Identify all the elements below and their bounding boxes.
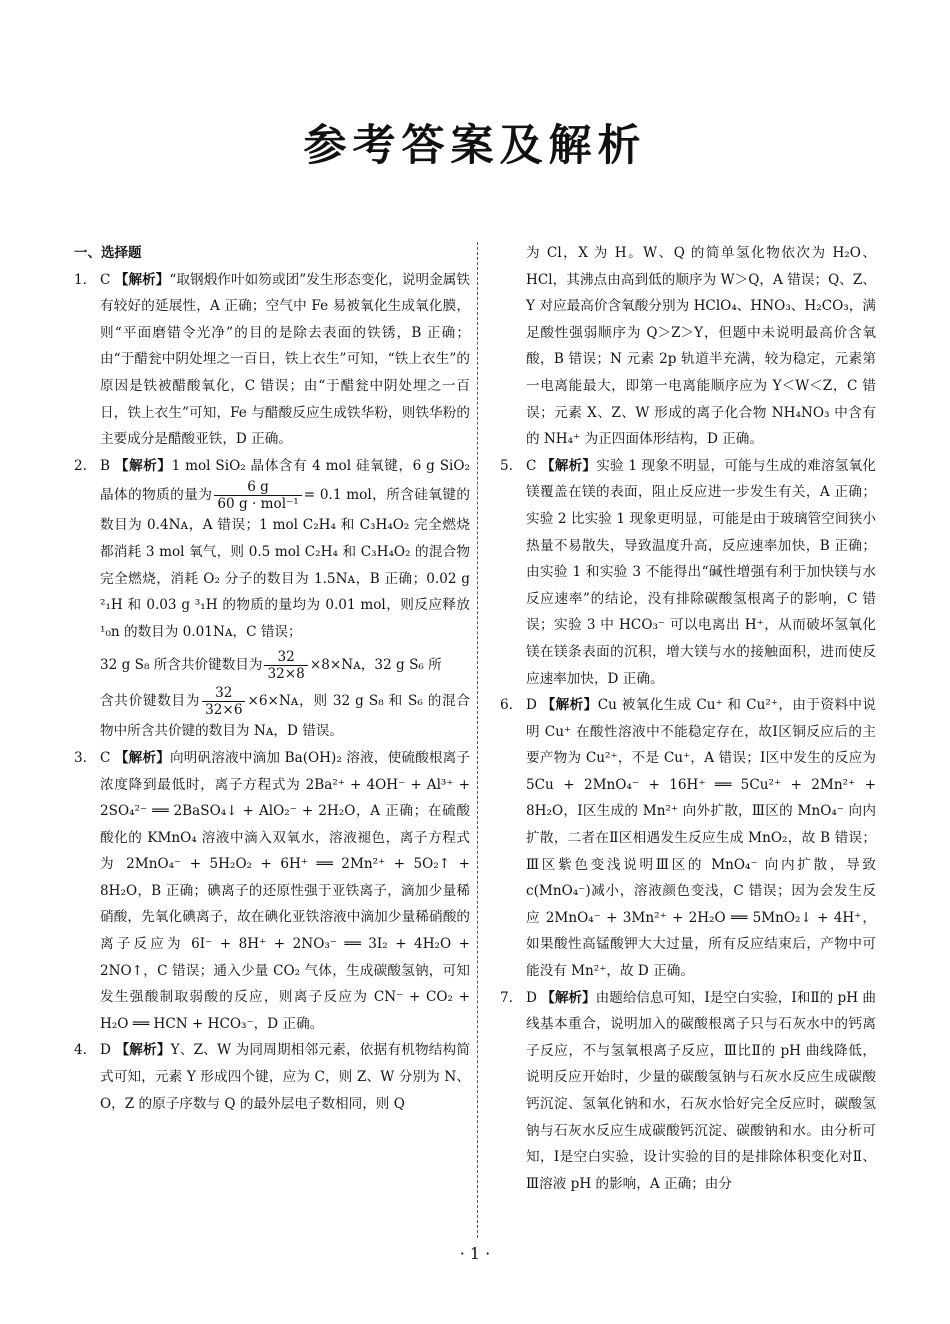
page-title: 参考答案及解析 bbox=[303, 121, 647, 171]
analysis-text: Cu 被氧化生成 Cu⁺ 和 Cu²⁺，由于资料中说明 Cu⁺ 在酸性溶液中不能稳定存在，故Ⅰ区铜反应后的主要产物为 Cu²⁺，不是 Cu⁺，A 错误；Ⅰ区中发生的反应为 5Cu + 2MnO₄⁻ + 16H⁺ ══ 5Cu²⁺ + 2Mn²⁺ + 8H₂O，Ⅰ区生成的 Mn²⁺ 向外扩散，Ⅲ区的 MnO₄⁻ 向内扩散，二者在Ⅱ区相遇发生反应生成 MnO₂，故 B 错误；Ⅲ区紫色变浅说明Ⅲ区的 MnO₄⁻ 向内扩散，导致 c(MnO₄⁻)减小，溶液颜色变浅，C 错误；因为会发生反应 2MnO₄⁻ + 3Mn²⁺ + 2H₂O ══ 5MnO₂↓ + 4H⁺，如果酸性高锰酸钾大大过量，所有反应结束后，产物中可能没有 Mn²⁺，故 D 正确。 bbox=[526, 697, 876, 980]
item-number: 2. bbox=[74, 457, 87, 474]
analysis-text: “取钢煅作叶如笏或团”发生形态变化，说明金属铁有较好的延展性，A 正确；空气中 Fe 易被氧化生成氧化膜，则“平面磨错令光净”的目的是除去表面的铁锈，B 正确；由“于醋瓮中阴处埋之一百日，铁上衣生”可知，“铁上衣生”的原因是铁被醋酸氧化，C 错误；由“于醋瓮中阴处埋之一百日，铁上衣生”可知，Fe 与醋酸反应生成铁华粉，则铁华粉的主要成分是醋酸亚铁，D 正确。 bbox=[100, 271, 471, 448]
page-number: · 1 · bbox=[459, 1244, 491, 1263]
analysis-text: 向明矾溶液中滴加 Ba(OH)₂ 溶液，使硫酸根离子浓度降到最低时，离子方程式为 2Ba²⁺ + 4OH⁻ + Al³⁺ + 2SO₄²⁻ ══ 2BaSO₄↓ + AlO₂⁻ + 2H₂O，A 正确；在硫酸酸化的 KMnO₄ 溶液中滴入双氧水，溶液褪色，离子方程式为 2MnO₄⁻ + 5H₂O₂ + 6H⁺ ══ 2Mn²⁺ + 5O₂↑ + 8H₂O，B 正确；碘离子的还原性强于亚铁离子，滴加少量稀硝酸，先氧化碘离子，故在碘化亚铁溶液中滴加少量稀硝酸的离子反应为 6I⁻ + 8H⁺ + 2NO₃⁻ ══ 3I₂ + 4H₂O + 2NO↑，C 错误；通入少量 CO₂ 气体，生成碳酸氢钠，可知发生强酸制取弱酸的反应，则离子反应为 CN⁻ + CO₂ + H₂O ══ HCN + HCO₃⁻，D 正确。 bbox=[100, 749, 470, 1032]
fraction-numerator: 6 g bbox=[214, 479, 301, 496]
analysis-text: 含共价键数目为 bbox=[100, 693, 201, 710]
analysis-tag: 【解析】 bbox=[114, 749, 170, 766]
answer-item-6 bbox=[500, 692, 876, 985]
fraction-denominator: 60 g · mol⁻¹ bbox=[217, 496, 299, 513]
answer-letter: C bbox=[100, 271, 111, 288]
column-divider bbox=[477, 242, 478, 1238]
item-number: 7. bbox=[500, 989, 513, 1006]
answer-item-4-continued bbox=[500, 240, 876, 453]
analysis-text: 为 Cl，X 为 H。W、Q 的简单氢化物依次为 H₂O、HCl，其沸点由高到低的顺序为 W＞Q，A 错误；Q、Z、Y 对应最高价含氧酸分别为 HClO₄、HNO₃、H₂CO₃，满足酸性强弱顺序为 Q＞Z＞Y，但题中未说明最高价含氧酸，B 错误；N 元素 2p 轨道半充满，较为稳定，元素第一电离能最大，即第一电离能顺序应为 Y＜W＜Z，C 错误；元素 X、Z、W 形成的离子化合物 NH₄NO₃ 中含有的 NH₄⁺ 为正四面体形结构，D 正确。 bbox=[526, 245, 876, 448]
answer-item-4 bbox=[74, 1037, 470, 1117]
section-heading: 一、选择题 bbox=[74, 245, 142, 261]
answer-item-2-line bbox=[74, 645, 470, 685]
analysis-text: ×6×Nᴀ，则 32 g S₈ 和 S₆ 的混合物中所含共价键的数目为 Nᴀ，D 错误。 bbox=[100, 693, 471, 740]
fraction-denominator: 32×8 bbox=[267, 666, 305, 683]
analysis-tag: 【解析】 bbox=[541, 697, 598, 714]
fraction-s8 bbox=[264, 649, 307, 682]
left-column bbox=[74, 240, 470, 1117]
analysis-text: 32 g S₈ 所含共价键数目为 bbox=[100, 657, 263, 674]
fraction-numerator: 32 bbox=[264, 649, 307, 666]
item-number: 4. bbox=[74, 1042, 87, 1059]
item-number: 3. bbox=[74, 749, 87, 766]
item-number: 6. bbox=[500, 697, 513, 714]
analysis-tag: 【解析】 bbox=[541, 989, 596, 1006]
analysis-tag: 【解析】 bbox=[540, 457, 597, 474]
answer-item-1 bbox=[74, 267, 470, 453]
answer-letter: D bbox=[100, 1042, 111, 1059]
right-column bbox=[500, 240, 876, 1197]
answer-item-2-line bbox=[74, 685, 470, 745]
fraction-denominator: 32×6 bbox=[205, 702, 243, 719]
analysis-text: ×8×Nᴀ，32 g S₆ 所 bbox=[309, 657, 442, 674]
analysis-text: 1 mol SiO₂ 晶体含有 4 mol 硅氧键，6 g SiO₂ 晶体的物质的量为 bbox=[100, 457, 470, 504]
item-number: 5. bbox=[500, 457, 513, 474]
fraction-numerator: 32 bbox=[202, 685, 245, 702]
analysis-text: = 0.1 mol，所含硅氧键的数目为 0.4Nᴀ，A 错误；1 mol C₂H₄ 和 C₃H₄O₂ 完全燃烧都消耗 3 mol 氧气，则 0.5 mol C₂H₄ 和 C₃H₄O₂ 的混合物完全燃烧，消耗 O₂ 分子的数目为 1.5Nᴀ，B 正确；0.02 g ²₁H 和 0.03 g ³₁H 的物质的量均为 0.01 mol，则反应释放¹₀n 的数目为 0.01Nᴀ，C 错误； bbox=[100, 487, 471, 640]
analysis-tag: 【解析】 bbox=[115, 1042, 171, 1059]
answer-letter: D bbox=[526, 697, 537, 714]
answer-item-7 bbox=[500, 985, 876, 1198]
item-number: 1. bbox=[74, 271, 87, 288]
answer-letter: C bbox=[526, 457, 537, 474]
fraction-moles bbox=[214, 479, 301, 512]
answer-item-5 bbox=[500, 453, 876, 692]
answer-item-3 bbox=[74, 745, 470, 1038]
answer-letter: C bbox=[100, 749, 111, 766]
analysis-text: 实验 1 现象不明显，可能与生成的难溶氢氧化镁覆盖在镁的表面，阻止反应进一步发生有关，A 正确；实验 2 比实验 1 现象更明显，可能是由于玻璃管空间狭小热量不易散失，导致温度升高，反应速率加快，B 正确；由实验 1 和实验 3 不能得出“碱性增强有利于加快镁与水反应速率”的结论，没有排除碳酸氢根离子的影响，C 错误；实验 3 中 HCO₃⁻ 可以电离出 H⁺，从而破坏氢氧化镁在镁条表面的沉积，增大镁与水的接触面积，进而使反应速率加快，D 正确。 bbox=[526, 457, 877, 687]
answer-letter: B bbox=[100, 457, 110, 474]
analysis-tag: 【解析】 bbox=[114, 457, 172, 474]
answer-letter: D bbox=[526, 989, 537, 1006]
answer-item-2 bbox=[74, 453, 470, 646]
analysis-text: Y、Z、W 为同周期相邻元素，依据有机物结构简式可知，元素 Y 形成四个键，应为 C，则 Z、W 分别为 N、O，Z 的原子序数与 Q 的最外层电子数相同，则 Q bbox=[100, 1042, 471, 1112]
analysis-text: 由题给信息可知，Ⅰ是空白实验，Ⅰ和Ⅱ的 pH 曲线基本重合，说明加入的碳酸根离子只与石灰水中的钙离子反应，不与氢氧根离子反应，Ⅲ比Ⅱ的 pH 曲线降低，说明反应开始时，少量的碳酸氢钠与石灰水反应生成碳酸钙沉淀、氢氧化钠和水，石灰水恰好完全反应时，碳酸氢钠与石灰水反应生成碳酸钙沉淀、碳酸钠和水。由分析可知，Ⅰ是空白实验，设计实验的目的是排除体积变化对Ⅱ、Ⅲ溶液 pH 的影响，A 正确；由分 bbox=[526, 989, 876, 1192]
fraction-s6 bbox=[202, 685, 245, 718]
analysis-tag: 【解析】 bbox=[114, 271, 170, 288]
